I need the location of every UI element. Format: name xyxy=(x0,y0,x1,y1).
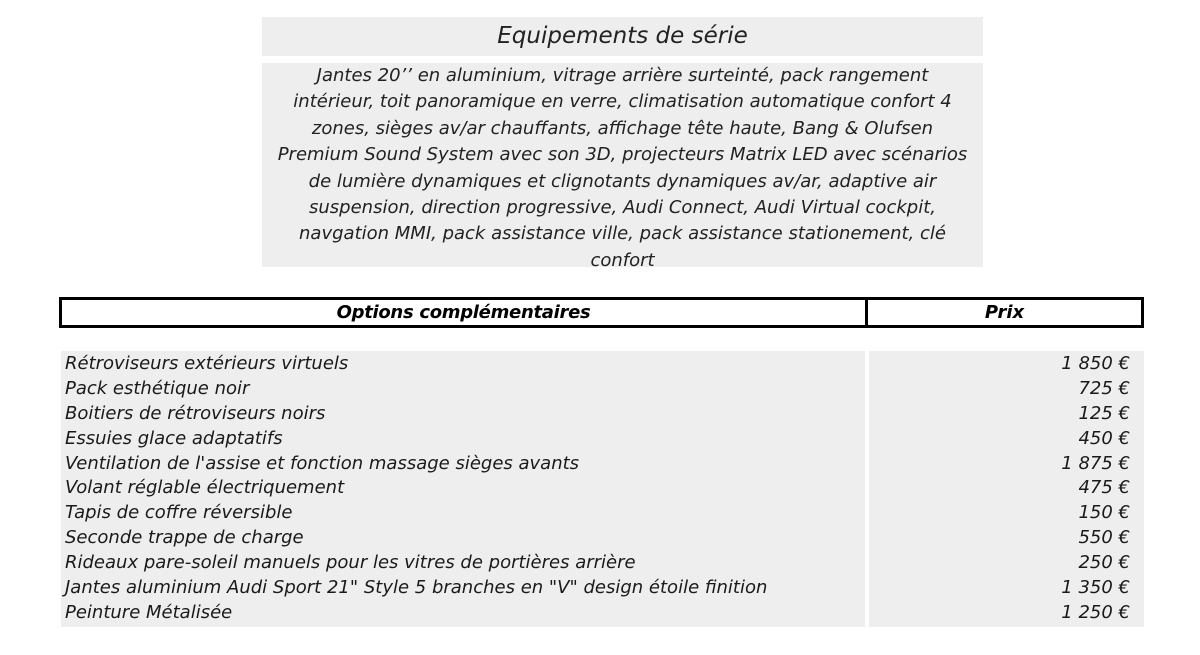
option-name: Pack esthétique noir xyxy=(65,377,250,399)
option-name: Tapis de coffre réversible xyxy=(65,502,293,524)
standard-equipment-line: zones, sièges av/ar chauffants, affichage tête haute, Bang & Olufsen xyxy=(311,117,934,139)
option-price: 1 850 € xyxy=(1061,353,1130,374)
option-price: 725 € xyxy=(1078,377,1130,399)
option-price: 1 250 € xyxy=(1061,601,1130,623)
option-name: Essuies glace adaptatifs xyxy=(65,427,283,449)
standard-equipment-box xyxy=(262,63,983,271)
options-header-price: Prix xyxy=(984,302,1025,323)
standard-equipment-text xyxy=(267,63,979,274)
standard-equipment-line: confort xyxy=(590,249,655,271)
option-price: 1 350 € xyxy=(1061,577,1130,599)
option-name: Seconde trappe de charge xyxy=(65,527,304,549)
options-name-column xyxy=(61,351,865,627)
option-price: 450 € xyxy=(1078,427,1130,449)
option-price: 125 € xyxy=(1078,402,1130,424)
standard-equipment-line: Premium Sound System avec son 3D, projecteurs Matrix LED avec scénarios xyxy=(277,144,968,166)
options-header-name: Options complémentaires xyxy=(62,300,868,325)
option-name: Rétroviseurs extérieurs virtuels xyxy=(65,353,349,374)
option-price: 475 € xyxy=(1078,477,1130,499)
standard-equipment-line: intérieur, toit panoramique en verre, climatisation automatique confort 4 xyxy=(293,91,952,113)
option-price: 1 875 € xyxy=(1061,452,1130,474)
option-name: Volant réglable électriquement xyxy=(65,477,345,499)
option-name: Boitiers de rétroviseurs noirs xyxy=(65,402,326,424)
option-name: Rideaux pare-soleil manuels pour les vitres de portières arrière xyxy=(65,552,636,574)
option-price: 250 € xyxy=(1078,552,1130,574)
standard-equipment-title: Equipements de série xyxy=(262,17,983,56)
option-name: Peinture Métalisée xyxy=(65,601,233,623)
standard-equipment-line: Jantes 20’’ en aluminium, vitrage arrière surteinté, pack rangement xyxy=(316,65,929,86)
option-name: Jantes aluminium Audi Sport 21" Style 5 branches en "V" design étoile finition xyxy=(65,577,768,599)
option-name: Ventilation de l'assise et fonction massage sièges avants xyxy=(65,452,580,474)
standard-equipment-line: de lumière dynamiques et clignotants dynamiques av/ar, adaptive air xyxy=(308,170,937,192)
option-price: 150 € xyxy=(1078,502,1130,524)
standard-equipment-line: navgation MMI, pack assistance ville, pack assistance stationement, clé xyxy=(299,223,946,245)
option-price: 550 € xyxy=(1078,527,1130,549)
options-price-column xyxy=(869,351,1144,627)
standard-equipment-line: suspension, direction progressive, Audi Connect, Audi Virtual cockpit, xyxy=(309,197,936,219)
options-table-header xyxy=(59,297,1144,328)
